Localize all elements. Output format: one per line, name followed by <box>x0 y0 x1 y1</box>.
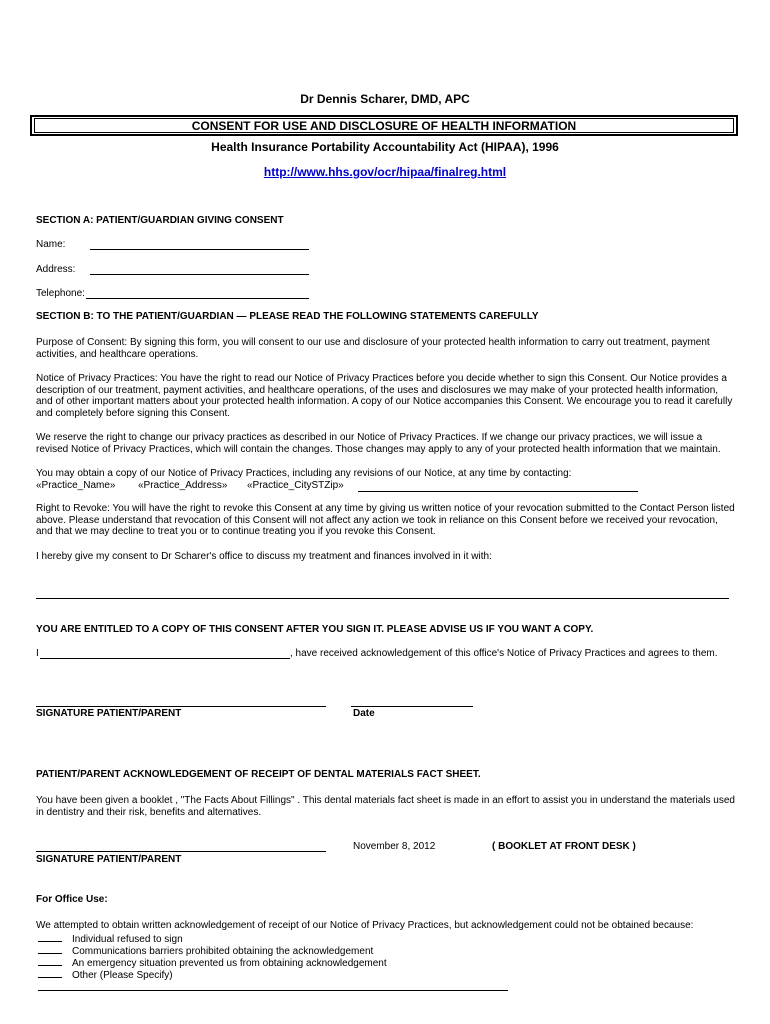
reserve-paragraph: We reserve the right to change our privacy practices as described in our Notice of Privacy Practices. If we change our privacy practices, we will issue a revised Notice of Privacy Practices, which will contain the changes. Those changes may apply to any of your protected health information that we maintain. <box>36 432 721 455</box>
signature-field-2[interactable] <box>36 851 326 852</box>
telephone-label: Telephone: <box>36 288 85 299</box>
date-field-1[interactable] <box>351 706 473 707</box>
signature-field-1[interactable] <box>36 706 326 707</box>
address-label: Address: <box>36 264 76 275</box>
option-label: An emergency situation prevented us from obtaining acknowledgement <box>72 958 387 969</box>
materials-date: November 8, 2012 <box>353 841 436 852</box>
office-use-heading: For Office Use: <box>36 894 108 905</box>
ack-prefix: I <box>36 648 39 659</box>
practice-name-field: «Practice_Name» <box>36 480 116 491</box>
option-label: Other (Please Specify) <box>72 970 173 981</box>
option-label: Communications barriers prohibited obtaining the acknowledgement <box>72 946 374 957</box>
doctor-name: Dr Dennis Scharer, DMD, APC <box>300 92 470 106</box>
section-b-heading: SECTION B: TO THE PATIENT/GUARDIAN — PLEASE READ THE FOLLOWING STATEMENTS CAREFULLY <box>36 311 539 322</box>
office-use-paragraph: We attempted to obtain written acknowledgement of receipt of our Notice of Privacy Practices, but acknowledgement could not be obtained because: <box>36 920 694 931</box>
hereby-paragraph: I hereby give my consent to Dr Scharer's office to discuss my treatment and finances involved in it with: <box>36 551 492 562</box>
office-option-other[interactable] <box>38 968 173 982</box>
ack-suffix: , have received acknowledgement of this office's Notice of Privacy Practices and agrees to them. <box>290 648 718 659</box>
materials-paragraph: You have been given a booklet , "The Facts About Fillings" . This dental materials fact sheet is made in an effort to assist you in understand the materials used in dentistry and their risk, benefits and alternatives. <box>36 795 735 818</box>
consent-persons-field[interactable] <box>36 598 729 599</box>
section-a-heading: SECTION A: PATIENT/GUARDIAN GIVING CONSENT <box>36 215 284 226</box>
hipaa-url-link[interactable]: http://www.hhs.gov/ocr/hipaa/finalreg.html <box>263 165 507 179</box>
name-label: Name: <box>36 239 66 250</box>
option-label: Individual refused to sign <box>72 934 183 945</box>
checkbox-line[interactable] <box>38 968 62 978</box>
revoke-paragraph: Right to Revoke: You will have the right to revoke this Consent at any time by giving us written notice of your revocation submitted to the Contact Person listed above. Please understand that revocation of this Consent will not affect any action we took in reliance on this Consent before we received your revocation, and that we may decline to treat you or to continue treating you if you revoke this Consent. <box>36 503 735 538</box>
form-title: CONSENT FOR USE AND DISCLOSURE OF HEALTH INFORMATION <box>191 119 577 133</box>
obtain-copy-paragraph: You may obtain a copy of our Notice of Privacy Practices, including any revisions of our Notice, at any time by contacting: <box>36 468 572 479</box>
date-label-1: Date <box>353 708 375 719</box>
contact-person-field[interactable] <box>358 491 638 492</box>
signature-label-1: SIGNATURE PATIENT/PARENT <box>36 708 182 719</box>
entitled-notice: YOU ARE ENTITLED TO A COPY OF THIS CONSENT AFTER YOU SIGN IT. PLEASE ADVISE US IF YOU WANT A COPY. <box>36 624 594 635</box>
hipaa-act-title: Health Insurance Portability Accountability Act (HIPAA), 1996 <box>211 140 559 154</box>
other-specify-field[interactable] <box>38 990 508 991</box>
checkbox-line[interactable] <box>38 944 62 954</box>
signature-label-2: SIGNATURE PATIENT/PARENT <box>36 854 182 865</box>
name-field[interactable] <box>90 249 309 250</box>
checkbox-line[interactable] <box>38 956 62 966</box>
purpose-paragraph: Purpose of Consent: By signing this form, you will consent to our use and disclosure of your protected health information to carry out treatment, payment activities, and healthcare operations. <box>36 337 710 360</box>
booklet-note: ( BOOKLET AT FRONT DESK ) <box>492 841 636 852</box>
telephone-field[interactable] <box>86 298 309 299</box>
notice-paragraph: Notice of Privacy Practices: You have the right to read our Notice of Privacy Practices before you decide whether to sign this Consent. Our Notice provides a description of our treatment, payment activities, and healthcare operations, of the uses and disclosures we may make of your protected health information, and of other important matters about your protected health information. A copy of our Notice accompanies this Consent. We encourage you to read it carefully and completely before signing this Consent. <box>36 373 733 419</box>
practice-city-field: «Practice_CitySTZip» <box>247 480 344 491</box>
checkbox-line[interactable] <box>38 932 62 942</box>
address-field[interactable] <box>90 274 309 275</box>
ack-name-field[interactable] <box>40 658 290 659</box>
materials-heading: PATIENT/PARENT ACKNOWLEDGEMENT OF RECEIPT OF DENTAL MATERIALS FACT SHEET. <box>36 769 481 780</box>
practice-address-field: «Practice_Address» <box>138 480 228 491</box>
